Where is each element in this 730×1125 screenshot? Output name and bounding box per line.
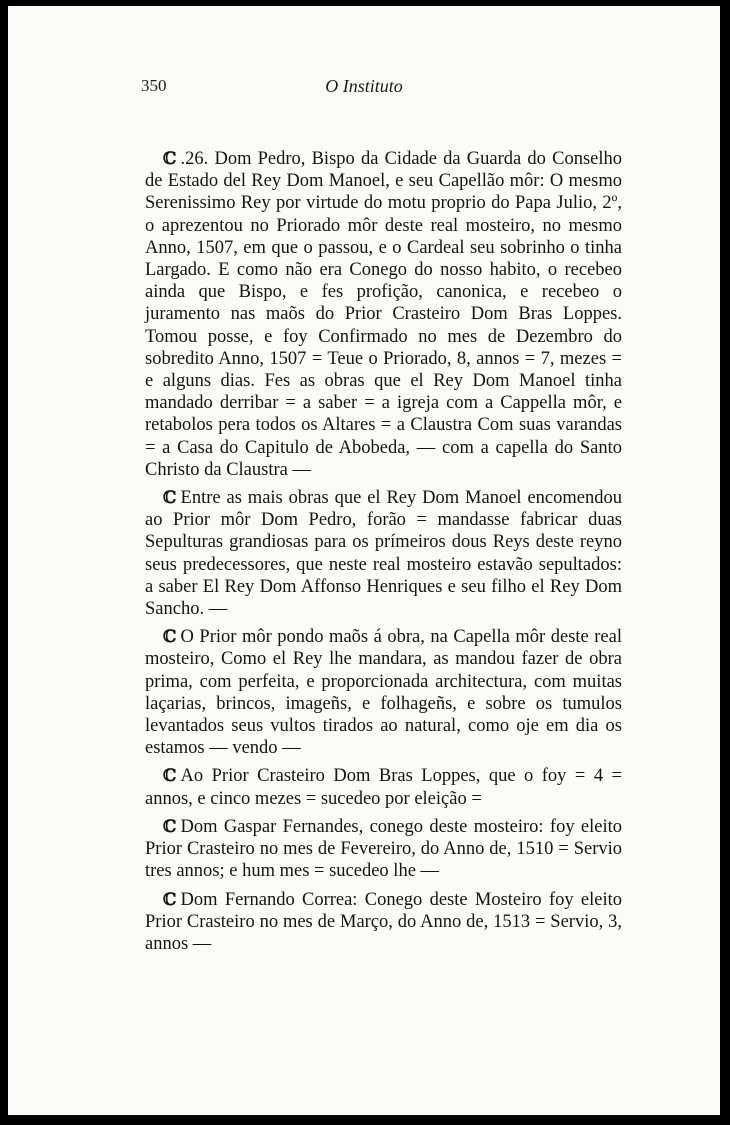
running-title: O Instituto: [325, 76, 403, 96]
paragraph-mark-icon: ℂ: [163, 149, 177, 169]
paragraph-1: [145, 148, 622, 481]
paragraph-2: [145, 487, 622, 620]
paragraph-text: Ao Prior Crasteiro Dom Bras Loppes, que o foy = 4 = annos, e cinco mezes = sucedeo por eleição =: [145, 766, 622, 809]
paragraph-text: Entre as mais obras que el Rey Dom Manoel encomendou ao Prior môr Dom Pedro, forão = mandasse fabricar duas Sepulturas grandiosas para os prímeiros dous Reys deste reyno seus predecessores, que neste real mosteiro estavão sepultados: a saber El Rey Dom Affonso Henriques e seu filho el Rey Dom Sancho. —: [145, 488, 622, 620]
paragraph-mark-icon: ℂ: [163, 816, 177, 837]
paragraph-text: .26. Dom Pedro, Bispo da Cidade da Guarda do Conselho de Estado del Rey Dom Manoel, e seu Capellão môr: O mesmo Serenissimo Rey por virtude do motu proprio do Papa Julio, 2º, o aprezentou no Priorado môr deste real mosteiro, no mesmo Anno, 1507, em que o passou, e o Cardeal seu sobrinho o tinha Largado. E como não era Conego do nosso habito, o recebeo ainda que Bispo, e fes profição, canonica, e recebeo o juramento nas maõs do Prior Crasteiro Dom Bras Loppes. Tomou posse, e foy Confirmado no mes de Dezembro do sobredito Anno, 1507 = Teue o Priorado, 8, annos = 7, mezes = e alguns dias. Fes as obras que el Rey Dom Manoel tinha mandado derribar = a saber = a igreja com a Cappella môr, e retabolos pera todos os Altares = a Claustra Com suas varandas = a Casa do Capitulo de Abobeda, — com a capella do Santo Christo da Claustra —: [145, 149, 622, 480]
paragraph-text: Dom Gaspar Fernandes, conego deste mosteiro: foy eleito Prior Crasteiro no mes de Fevereiro, do Anno de, 1510 = Servio tres annos; e hum mes = sucedeo lhe —: [145, 816, 622, 882]
paragraph-mark-icon: ℂ: [163, 766, 177, 787]
paragraph-6: [145, 889, 622, 956]
paragraph-mark-icon: ℂ: [163, 488, 177, 509]
paragraph-text: O Prior môr pondo maõs á obra, na Capella môr deste real mosteiro, Como el Rey lhe mandara, as mandou fazer de obra prima, com perfeita, e proporcionada architectura, com muitas laçarias, brincos, imageñs, e folhageñs, e sobre os tumulos levantados seus vultos tirados ao natural, como oje em dia os estamos — vendo —: [145, 627, 622, 759]
paragraph-4: [145, 765, 622, 809]
paragraph-mark-icon: ℂ: [163, 627, 177, 648]
paragraph-mark-icon: ℂ: [163, 889, 177, 910]
paragraph-5: [145, 816, 622, 883]
paragraph-3: [145, 626, 622, 759]
body-text: [145, 148, 622, 961]
paragraph-text: Dom Fernando Correa: Conego deste Mosteiro foy eleito Prior Crasteiro no mes de Março, do Anno de, 1513 = Servio, 3, annos —: [145, 889, 622, 954]
page-number: 350: [141, 76, 167, 95]
book-page: [8, 6, 720, 1115]
page-header: [8, 76, 720, 106]
